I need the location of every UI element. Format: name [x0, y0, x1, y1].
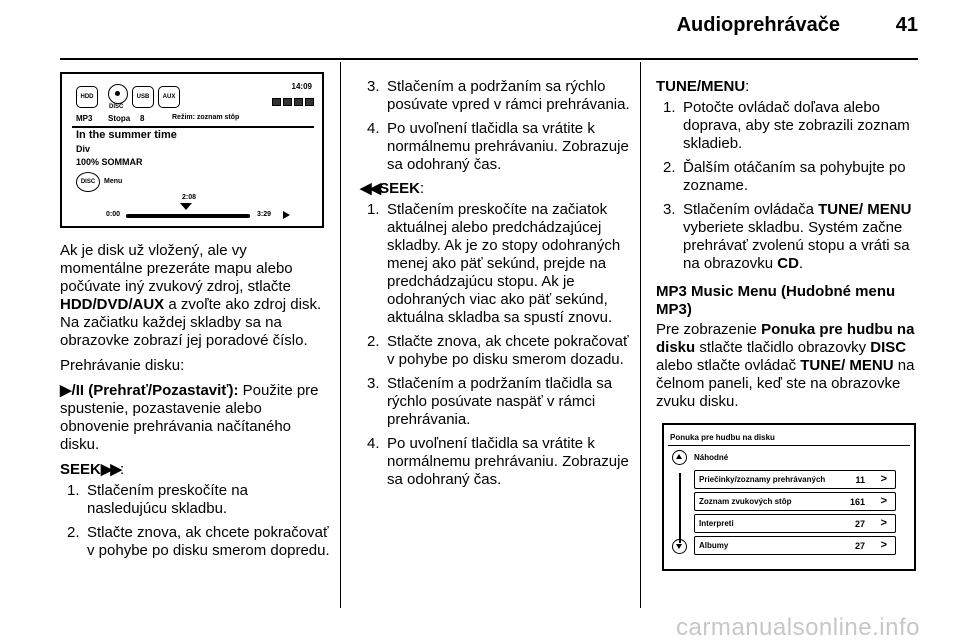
list-item	[360, 333, 632, 369]
clock: 14:09	[291, 82, 312, 91]
album-name: Div	[76, 144, 91, 154]
scroll-up-icon	[672, 450, 687, 465]
item-number: 2.	[663, 159, 676, 176]
format-label: MP3	[76, 114, 93, 123]
list-item	[360, 201, 632, 327]
row-count: 161	[849, 497, 865, 507]
item-number: 2.	[67, 524, 80, 541]
column-divider-1	[340, 62, 341, 608]
play-icon	[283, 211, 290, 219]
seek-forward-heading	[60, 461, 332, 479]
para-text: alebo stlačte ovládač	[656, 357, 797, 374]
play-pause-icon: ▶/II	[60, 382, 85, 399]
track-number: 8	[140, 114, 145, 123]
tune-menu-colon: :	[745, 78, 750, 95]
item-text: Ďalším otáčaním sa pohybujte po zozname.	[683, 159, 906, 194]
cd-player-screen-figure	[60, 72, 324, 228]
item-text: Po uvoľnení tlačidla sa vrátite k normálnemu prehrávaniu. Zobrazuje sa odohraný čas.	[387, 435, 629, 488]
mp3-menu-paragraph	[656, 321, 928, 411]
item-text: Stlačením preskočíte na nasledujúcu skladbu.	[87, 482, 248, 517]
divider	[72, 126, 314, 128]
seek-back-colon: :	[419, 180, 425, 197]
position-marker-icon	[180, 203, 192, 210]
page-title: Audioprehrávače	[676, 14, 840, 36]
progress-bar	[126, 214, 250, 218]
column-3	[656, 78, 928, 418]
item-number: 4.	[367, 435, 380, 452]
list-item	[360, 435, 632, 489]
list-item	[656, 99, 928, 153]
scroll-down-icon	[672, 539, 687, 554]
menu-row	[694, 492, 896, 511]
item-number: 2.	[367, 333, 380, 350]
row-label: Priečinky/zoznamy prehrávaných	[699, 475, 826, 484]
item-text: Stlačte znova, ak chcete pokračovať v pohybe po disku smerom dopredu.	[87, 524, 330, 559]
header-rule	[60, 58, 918, 60]
mp3-menu-heading: MP3 Music Menu (Hudobné menu MP3)	[656, 283, 896, 318]
item-text: Stlačením a podržaním sa rýchlo posúvate vpred v rámci prehrávania.	[387, 78, 630, 113]
disc-menu-button: DISC	[76, 172, 100, 192]
para-bold: TUNE/ MENU	[800, 357, 894, 374]
intro-text-1: Ak je disk už vložený, ale vy momentálne prezeráte mapu alebo počúvate iný zvukový zdroj, stlačte	[60, 242, 293, 295]
row-label: Zoznam zvukových stôp	[699, 497, 792, 506]
item-text: Potočte ovládač doľava alebo doprava, aby ste zobrazili zoznam skladieb.	[683, 99, 910, 152]
seek-back-heading	[360, 180, 632, 198]
column-1	[60, 242, 332, 566]
random-option: Náhodné	[694, 453, 729, 462]
seek-forward-colon: :	[119, 461, 125, 478]
artist-name: 100% SOMMAR	[76, 157, 143, 167]
item-text: Po uvoľnení tlačidla sa vrátite k normálnemu prehrávaniu. Zobrazuje sa odohraný čas.	[387, 120, 629, 173]
play-pause-label: (Prehrať/Pozastaviť):	[88, 382, 239, 399]
menu-title: Ponuka pre hudbu na disku	[670, 433, 775, 442]
tune-menu-label: TUNE/MENU	[656, 78, 746, 95]
mode-label: Režim: zoznam stôp	[172, 114, 240, 121]
item-number: 3.	[367, 375, 380, 392]
list-item	[60, 482, 332, 518]
item-text: Stlačením ovládača	[683, 201, 814, 218]
seek-back-list	[360, 201, 632, 489]
row-count: 27	[854, 541, 865, 551]
list-item	[656, 201, 928, 273]
item-number: 1.	[367, 201, 380, 218]
divider	[668, 445, 910, 446]
chevron-right-icon: >	[880, 517, 887, 529]
intro-text-2: a zvoľte ako zdroj disk. Na začiatku každej skladby sa na obrazovke zobrazí jej poradové číslo.	[60, 296, 322, 349]
item-bold: CD	[777, 255, 799, 272]
para-bold: Ponuka pre hudbu na disku	[656, 321, 915, 356]
item-number: 4.	[367, 120, 380, 137]
row-count: 11	[855, 475, 865, 485]
item-number: 1.	[663, 99, 676, 116]
chevron-right-icon: >	[880, 495, 887, 507]
status-icon	[283, 98, 292, 106]
play-pause-text: Použite pre spustenie, pozastavenie alebo obnovenie prehrávania načítaného disku.	[60, 382, 319, 453]
para-text: Pre zobrazenie	[656, 321, 757, 338]
chevron-right-icon: >	[880, 539, 887, 551]
disc-icon	[108, 84, 128, 104]
item-text: .	[798, 255, 804, 272]
status-icon	[272, 98, 281, 106]
elapsed-time: 2:08	[182, 194, 197, 201]
watermark: carmanualsonline.info	[676, 614, 920, 641]
tune-menu-list	[656, 99, 928, 273]
row-label: Albumy	[699, 541, 729, 550]
start-time: 0:00	[106, 211, 121, 218]
aux-icon: AUX	[158, 86, 180, 108]
chevron-right-icon: >	[880, 473, 887, 485]
tune-menu-heading	[656, 78, 928, 96]
column-divider-2	[640, 62, 641, 608]
intro-paragraph	[60, 242, 332, 350]
list-item	[60, 524, 332, 560]
item-text: vyberiete skladbu. Systém začne prehrávať zvolenú stopu a vráti sa na obrazovku	[683, 219, 910, 272]
menu-label: Menu	[104, 178, 123, 185]
para-text: stlačte tlačidlo obrazovky	[699, 339, 867, 356]
para-text: na čelnom paneli, keď ste na obrazovke zvuku disku.	[656, 357, 915, 410]
status-icon	[305, 98, 314, 106]
list-item	[360, 375, 632, 429]
item-bold: TUNE/ MENU	[818, 201, 912, 218]
menu-row	[694, 536, 896, 555]
seek-back-icon: ◀◀	[360, 180, 380, 197]
menu-row	[694, 514, 896, 533]
list-item	[656, 159, 928, 195]
list-item	[360, 78, 632, 114]
page-number: 41	[895, 14, 918, 36]
end-time: 3:29	[257, 211, 272, 218]
seek-forward-list	[60, 482, 332, 560]
item-text: Stlačením a podržaním tlačidla sa rýchlo posúvate naspäť v rámci prehrávania.	[387, 375, 613, 428]
play-pause-paragraph	[60, 382, 332, 454]
seek-forward-icon: ▶▶	[100, 461, 120, 478]
list-item	[360, 120, 632, 174]
hdd-icon: HDD	[76, 86, 98, 108]
seek-forward-list-continued	[360, 78, 632, 174]
item-text: Stlačte znova, ak chcete pokračovať v pohybe po disku smerom dozadu.	[387, 333, 629, 368]
item-number: 1.	[67, 482, 80, 499]
item-number: 3.	[663, 201, 676, 218]
seek-back-label: SEEK	[379, 180, 420, 197]
song-title: In the summer time	[76, 129, 177, 141]
row-label: Interpreti	[699, 519, 734, 528]
playback-heading: Prehrávanie disku:	[60, 357, 185, 374]
seek-forward-label: SEEK	[60, 461, 101, 478]
menu-row	[694, 470, 896, 489]
para-bold: DISC	[870, 339, 907, 356]
row-count: 27	[854, 519, 865, 529]
usb-icon: USB	[132, 86, 154, 108]
column-2	[360, 78, 632, 495]
status-icon	[294, 98, 303, 106]
intro-bold: HDD/DVD/AUX	[60, 296, 165, 313]
status-icons	[272, 98, 314, 106]
item-text: Stlačením preskočíte na začiatok aktuálnej alebo predchádzajúcej skladby. Ak je zo stopy odohraných menej ako päť sekúnd, prejde na predchádzajúcu stopu. Ak je odohraných viac ako päť sekúnd, aktuálna skladba sa spustí znovu.	[387, 201, 621, 326]
item-number: 3.	[367, 78, 380, 95]
mp3-menu-screen-figure	[662, 423, 916, 571]
scrollbar-track	[679, 473, 681, 543]
track-label: Stopa	[108, 114, 131, 123]
disc-icon-label: DISC	[109, 104, 124, 110]
